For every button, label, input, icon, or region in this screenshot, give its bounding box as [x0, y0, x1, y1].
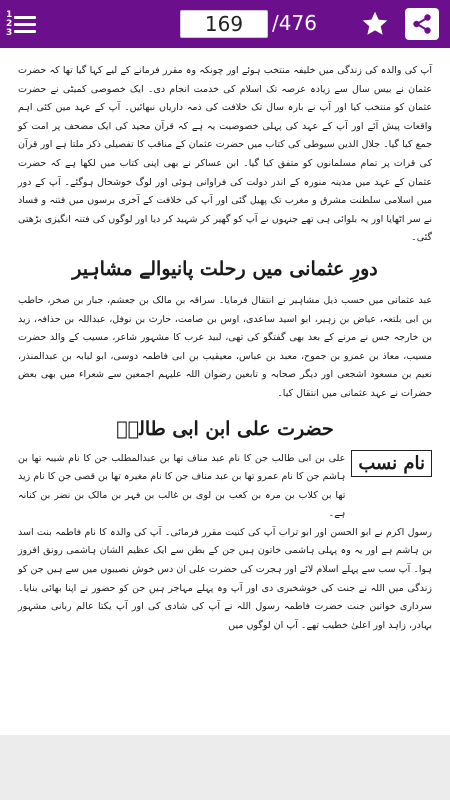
page-number-input[interactable]	[180, 10, 268, 38]
section-heading-notables: دورِ عثمانی میں رحلت پانیوالے مشاہیر	[72, 257, 378, 280]
menu-lines-icon	[14, 16, 36, 33]
page-text-content	[18, 62, 432, 635]
paragraph-lineage: علی بن ابی طالب جن کا نام عبد مناف تھا بن عبدالمطلب جن کا نام شیبہ تھا بن ہاشم جن کا نام عمرو تھا بن عبد مناف جن کا نام مغیرہ تھا بن قصی جن کا نام زید تھا بن کلاب بن مرہ بن کعب بن لوی بن غالب بن فہر بن مالک بن نضر بن کنانہ ہے۔	[18, 452, 346, 520]
menu-digit-1: 1	[6, 9, 13, 20]
menu-digit-3: 3	[6, 27, 13, 38]
bookmark-button[interactable]	[360, 9, 390, 39]
top-toolbar	[0, 0, 450, 48]
section-heading-ali: حضرت علی ابن ابی طالبؓ	[116, 417, 334, 440]
share-icon	[410, 12, 434, 36]
star-icon	[360, 9, 390, 39]
share-button[interactable]	[405, 8, 439, 40]
paragraph-ali-biography: رسول اکرم نے ابو الحسن اور ابو تراب آپ کی کنیت مقرر فرمائی۔ آپ کی والدہ کا نام فاطمہ بنت اسد بن ہاشم ہے اور یہ وہ پہلی ہاشمی خاتون ہیں جن کے بطن سے ایک عظیم الشان ہاشمی رونق افروز ہوا۔ آپ سب سے پہلے اسلام لائے اور ہجرت کی حضرت علی ان دس خوش نصیبوں میں سے ہیں جن کو زندگی میں اللہ نے جنت کی خوشخبری دی اور آپ وہ پہلے مہاجر ہیں جن کو حضور نے اپنا بھائی بنایا۔ سرداری خواتین جنت حضرت فاطمہ رسول اللہ نے آپ کی شادی کی اور آپ یکتا عالم ربانی مشہور بہادر، زاہد اور اعلیٰ خطیب تھے۔ آپ ان لوگوں میں	[18, 526, 432, 631]
book-page[interactable]	[0, 48, 450, 735]
total-pages-label: /476	[272, 11, 317, 35]
lineage-label-box: نام نسب	[351, 450, 432, 477]
menu-digit-2: 2	[6, 18, 13, 29]
paragraph-uthman-reign: آپ کی والدہ کی زندگی میں خلیفہ منتخب ہوئے اور چونکہ وہ مقرر فرمانے کے لیے کہا گیا تھا کہ حضرت عثمان نے بیس سال سے زیادہ عرصہ تک اسلام کی خدمت انجام دی۔ ایک خصوصی کمیٹی نے حضرت عثمان کو منتخب کیا اور آپ نے بارہ سال تک خلافت کی ذمہ داریاں نبھائیں۔ آپ کے عہد میں کئی اہم واقعات پیش آئے اور آپ کے عہد کی پہلی خصوصیت یہ ہے کہ قرآن مجید کی ایک مصحف پر امت کو جمع کیا گیا۔ جلال الدین سیوطی کی کتاب میں حضرت عثمان کے مناقب کا تفصیلی ذکر ملتا ہے اور قرآن کی قرات پر تمام مسلمانوں کو متفق کیا گیا۔ ابن عساکر نے بھی اپنی کتاب میں لکھا ہے کہ حضرت عثمان کے عہد میں مدینہ منورہ کے اندر دولت کی فراوانی ہوئی اور لوگ خوشحال ہوگئے۔ آپ کے دور میں اسلامی سلطنت مشرق و مغرب تک پھیل گئی اور آپ کی خلافت کے آخری برسوں میں فتنہ و فساد نے سر اٹھایا اور یہ بلوائی ہی تھے جنہوں نے آپ کو گھیر کر شہید کر دیا اور لوگوں کی فتنہ انگیزی بڑھتی گئی۔	[18, 65, 432, 244]
numbered-list-icon	[6, 11, 12, 38]
page-list-menu-button[interactable]	[6, 6, 48, 42]
paragraph-notables-list: عبد عثمانی میں حسب ذیل مشاہیر نے انتقال فرمایا۔ سراقہ بن مالک بن جعشم، جبار بن صخر، حاطب بن ابی بلتعہ، عیاض بن زہیر، ابو اسید ساعدی، اوس بن صامت، حارث بن نوفل، عبداللہ بن حذافہ، زید بن خارجہ جس نے مرنے کے بعد بھی گفتگو کی تھی، لبید عرب کا مشہور شاعر، مسیب کے والد حضرت مسیب، معاذ بن عمرو بن جموح، معبد بن عباس، معیقیب بن ابی فاطمہ دوسی، ابو لبابہ بن عبدالمنذر، نعیم بن مسعود اشجعی اور دیگر صحابہ و تابعین رضوان اللہ علیہم اجمعین سے شعراء میں بھی بعض حضرات نے عہد عثمانی میں انتقال کیا۔	[18, 294, 432, 399]
lineage-block	[18, 450, 432, 524]
bottom-empty-area	[0, 735, 450, 800]
